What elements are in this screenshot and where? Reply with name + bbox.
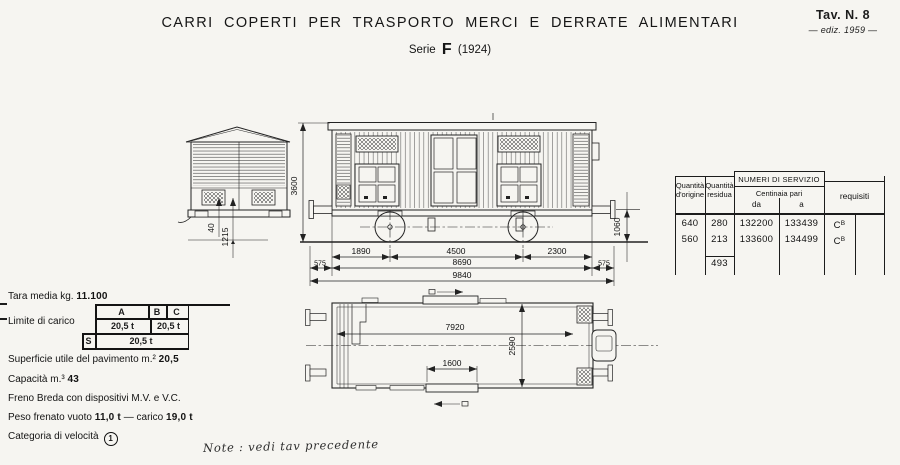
handwritten-note: Note : vedi tav precedente	[202, 437, 380, 455]
plan-door-top	[423, 296, 478, 304]
superficie-value: 20,5	[158, 354, 179, 365]
tara-value: 11.100	[76, 291, 108, 302]
dim-side-height: 3600	[289, 176, 299, 196]
table-cell-da: 133600	[739, 234, 774, 245]
plate-number: Tav. N. 8	[815, 8, 871, 22]
limite-di-carico-label: Limite di carico	[8, 316, 75, 327]
wagon-technical-drawing	[170, 103, 675, 435]
edition-label: — ediz. 1959 —	[808, 25, 878, 35]
louver-strip-right	[573, 134, 589, 206]
categoria-line: Categoria di velocità 1	[8, 431, 118, 446]
table-cell-residua: 280	[711, 218, 728, 229]
brake-hose	[178, 217, 191, 222]
dim-frame-length: 8690	[452, 257, 472, 267]
table-cell-a: 134499	[784, 234, 819, 245]
side-vent-left	[356, 136, 398, 152]
end-view-drawing	[178, 127, 290, 258]
dim-interior-length: 7920	[445, 322, 465, 332]
service-number-table	[675, 168, 887, 278]
plan-view-drawing	[306, 290, 659, 407]
roof	[328, 123, 596, 131]
door-direction-arrow-top	[429, 290, 463, 295]
dim-total-length: 9840	[452, 270, 472, 280]
dim-overhang-left: 575	[314, 260, 326, 268]
end-bracket	[592, 143, 599, 160]
dim-end-gauge-half: 1215	[220, 227, 230, 247]
tara-line: Tara media kg. 11.100	[8, 291, 108, 302]
table-cell-residua: 213	[711, 234, 728, 245]
load-col-b: B	[153, 307, 161, 317]
plate-block	[795, 8, 891, 35]
load-value-bc: 20,5 t	[156, 321, 180, 331]
handbrake-housing	[592, 330, 616, 361]
underframe	[332, 210, 592, 216]
capacita-value: 43	[67, 374, 79, 385]
table-cell-residua-total: 493	[711, 258, 728, 269]
margin-mark	[0, 303, 7, 305]
load-col-c: C	[173, 307, 180, 317]
corner-vent	[337, 185, 350, 199]
buffer-right	[592, 201, 615, 219]
load-value-s: 20,5 t	[129, 336, 153, 346]
col-header-a: a	[799, 200, 804, 209]
end-vent-right	[252, 190, 275, 205]
table-cell-da: 132200	[739, 218, 774, 229]
dim-end-offset: 40	[206, 223, 216, 233]
table-cell-origine: 560	[681, 234, 699, 245]
dim-axle-left: 1890	[351, 246, 371, 256]
side-vent-right	[498, 136, 540, 152]
centinaia-pari-header: Centinaia pari	[755, 189, 803, 198]
side-door-left	[355, 164, 399, 206]
side-door-right	[497, 164, 541, 206]
end-vent-left	[202, 190, 225, 205]
load-row-s: S	[85, 336, 92, 346]
col-header-requisiti: requisiti	[839, 191, 870, 201]
load-value-a: 20,5 t	[110, 321, 134, 331]
plan-door-bottom	[426, 384, 478, 392]
col-header-da: da	[752, 200, 761, 209]
table-cell-a: 133439	[784, 218, 819, 229]
series-label: Serie	[408, 44, 436, 56]
series-letter: F	[441, 41, 452, 58]
page-title: CARRI COPERTI PER TRASPORTO MERCI E DERRATE ALIMENTARI	[161, 15, 739, 31]
table-cell-requisiti: $C^B$	[833, 220, 846, 231]
col-header-residua: Quantità residua	[705, 181, 734, 199]
capacita-line: Capacità m.³ 43	[8, 374, 79, 385]
superficie-line: Superficie utile del pavimento m.² 20,5	[8, 354, 179, 365]
central-sliding-door	[431, 135, 477, 206]
numeri-di-servizio-header: NUMERI DI SERVIZIO	[738, 175, 820, 184]
dim-door-width: 1600	[442, 358, 462, 368]
load-limit-table	[82, 302, 232, 350]
dim-buffer-axis-height: 1060	[612, 217, 622, 237]
dim-wheelbase: 4500	[446, 246, 466, 256]
dim-interior-width: 2590	[507, 336, 517, 356]
dim-axle-right: 2300	[547, 246, 567, 256]
series-subtitle	[0, 41, 900, 59]
speed-category-badge: 1	[104, 432, 118, 446]
door-direction-arrow-bottom	[434, 402, 468, 407]
series-year: (1924)	[457, 44, 492, 56]
freno-line: Freno Breda con dispositivi M.V. e V.C.	[8, 393, 181, 404]
plan-corner-vent-bottom	[577, 368, 592, 385]
table-cell-requisiti: $C^B$	[833, 236, 846, 247]
side-view-drawing	[289, 113, 648, 286]
table-cell-origine: 640	[681, 218, 699, 229]
col-header-origine: Quantità d'origine	[675, 181, 705, 199]
dim-overhang-right: 575	[598, 260, 610, 268]
peso-frenato-line: Peso frenato vuoto 11,0 t — carico 19,0 t	[8, 412, 193, 423]
load-col-a: A	[118, 307, 125, 317]
plan-corner-vent-top	[577, 306, 592, 323]
margin-mark	[0, 318, 7, 320]
buffer-left	[309, 201, 332, 219]
